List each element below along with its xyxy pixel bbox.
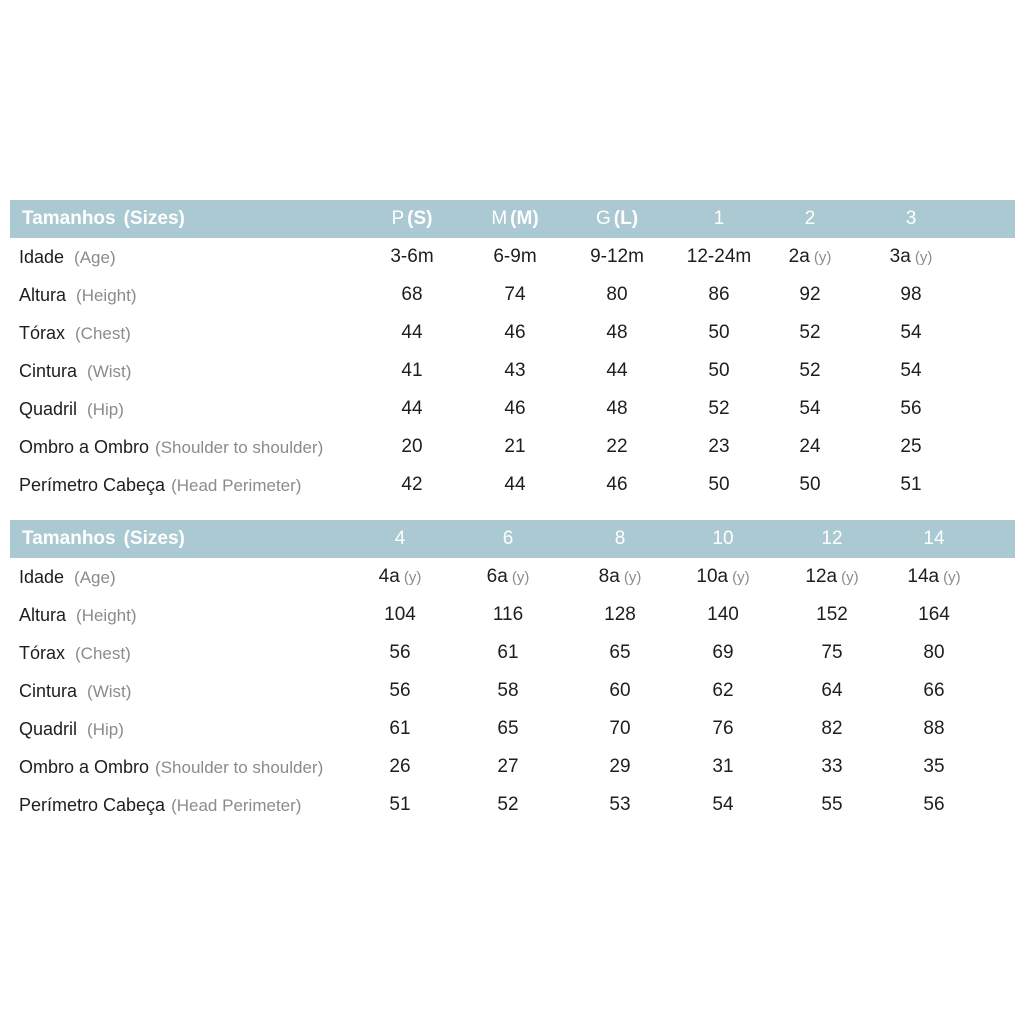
cell-value: 53 [609, 794, 631, 815]
row-label [19, 672, 131, 710]
row-label-en: (Age) [74, 568, 116, 587]
table-cell [493, 596, 523, 634]
table-cell [799, 314, 820, 352]
table-cell [389, 748, 410, 786]
row-label-pt: Ombro a Ombro [19, 437, 150, 457]
cell-unit: (y) [813, 249, 832, 266]
cell-value: 51 [389, 794, 411, 815]
cell-value: 50 [708, 474, 730, 495]
table-cell [900, 276, 921, 314]
table-cell [789, 238, 832, 276]
row-label [19, 276, 137, 314]
row-label-en: (Height) [76, 286, 137, 305]
table-cell [900, 466, 921, 504]
cell-value: 56 [389, 642, 411, 663]
cell-value: 46 [606, 474, 628, 495]
table-cell [696, 558, 749, 596]
title-en: (Sizes) [123, 208, 185, 229]
size-name: M [491, 208, 508, 229]
row-label [19, 634, 131, 672]
row-label [19, 786, 301, 824]
table-cell [821, 672, 842, 710]
cell-value: 65 [609, 642, 631, 663]
table-cell [923, 672, 944, 710]
table-row [10, 596, 1015, 634]
table-cell [497, 672, 518, 710]
row-label [19, 558, 116, 596]
row-label-en: (Chest) [75, 324, 131, 343]
cell-value: 58 [497, 680, 519, 701]
table-cell [821, 634, 842, 672]
cell-value: 44 [401, 398, 423, 419]
size-name: 10 [712, 528, 734, 549]
size-table [10, 520, 1015, 824]
table-cell [708, 466, 729, 504]
table-cell [379, 558, 422, 596]
cell-unit: (y) [511, 569, 530, 586]
cell-value: 104 [384, 604, 416, 625]
cell-value: 52 [708, 398, 730, 419]
cell-value: 29 [609, 756, 631, 777]
row-label-pt: Quadril [19, 719, 78, 739]
table-cell [821, 786, 842, 824]
size-name: 1 [713, 208, 725, 229]
row-label [19, 748, 323, 786]
row-label-pt: Idade [19, 247, 65, 267]
size-name: P [391, 208, 405, 229]
table-row [10, 672, 1015, 710]
row-label-pt: Tórax [19, 323, 66, 343]
cell-value: 14a [907, 566, 940, 587]
cell-value: 61 [497, 642, 519, 663]
cell-value: 70 [609, 718, 631, 739]
table-cell [606, 466, 627, 504]
cell-value: 6-9m [493, 246, 537, 267]
title-pt: Tamanhos [22, 208, 116, 229]
table-cell [606, 352, 627, 390]
cell-value: 42 [401, 474, 423, 495]
cell-value: 55 [821, 794, 843, 815]
table-cell [606, 390, 627, 428]
cell-value: 140 [707, 604, 739, 625]
table-cell [799, 466, 820, 504]
cell-value: 61 [389, 718, 411, 739]
size-alt: (L) [613, 208, 639, 229]
size-column-header [714, 200, 725, 238]
row-label-pt: Quadril [19, 399, 78, 419]
table-cell [900, 428, 921, 466]
cell-value: 76 [712, 718, 734, 739]
table-cell [401, 352, 422, 390]
row-label [19, 238, 116, 276]
cell-value: 9-12m [590, 246, 644, 267]
size-name: 2 [804, 208, 816, 229]
cell-unit: (y) [623, 569, 642, 586]
cell-value: 50 [708, 360, 730, 381]
size-name: 4 [394, 528, 406, 549]
table-cell [900, 352, 921, 390]
cell-value: 21 [504, 436, 526, 457]
cell-value: 54 [900, 322, 922, 343]
table-cell [821, 748, 842, 786]
table-cell [799, 428, 820, 466]
table-cell [609, 634, 630, 672]
row-label-en: (Hip) [87, 400, 124, 419]
table-cell [504, 466, 525, 504]
cell-value: 25 [900, 436, 922, 457]
row-label-en: (Wist) [87, 362, 132, 381]
table-cell [504, 428, 525, 466]
row-label-en: (Wist) [87, 682, 132, 701]
size-table [10, 200, 1015, 504]
cell-value: 54 [712, 794, 734, 815]
table-cell [712, 672, 733, 710]
size-column-header [615, 520, 626, 558]
cell-value: 164 [918, 604, 950, 625]
table-cell [609, 710, 630, 748]
cell-value: 3-6m [390, 246, 434, 267]
size-name: G [595, 208, 611, 229]
row-label [19, 428, 323, 466]
size-column-header [923, 520, 944, 558]
cell-unit: (y) [841, 569, 859, 586]
table-row [10, 314, 1015, 352]
cell-value: 80 [923, 642, 945, 663]
table-cell [606, 314, 627, 352]
table-cell [712, 786, 733, 824]
table-row [10, 634, 1015, 672]
table-cell [609, 672, 630, 710]
table-cell [599, 558, 642, 596]
table-cell [604, 596, 636, 634]
table-cell [708, 314, 729, 352]
cell-value: 22 [606, 436, 628, 457]
row-label [19, 352, 131, 390]
cell-value: 54 [900, 360, 922, 381]
cell-value: 52 [799, 322, 821, 343]
table-row [10, 558, 1015, 596]
size-column-header [805, 200, 816, 238]
table-cell [401, 428, 422, 466]
row-label-en: (Hip) [87, 720, 124, 739]
cell-value: 75 [821, 642, 843, 663]
table-cell [708, 276, 729, 314]
cell-value: 65 [497, 718, 519, 739]
table-cell [900, 390, 921, 428]
header-title [22, 200, 185, 238]
cell-value: 6a [486, 566, 508, 587]
cell-value: 20 [401, 436, 423, 457]
cell-value: 56 [900, 398, 922, 419]
table-cell [389, 634, 410, 672]
row-label-en: (Chest) [75, 644, 131, 663]
table-cell [708, 390, 729, 428]
cell-value: 26 [389, 756, 411, 777]
cell-value: 50 [708, 322, 730, 343]
cell-value: 92 [799, 284, 821, 305]
table-cell [497, 634, 518, 672]
table-cell [493, 238, 536, 276]
size-column-header [821, 520, 842, 558]
table-row [10, 710, 1015, 748]
row-label-en: (Age) [74, 248, 116, 267]
cell-value: 51 [900, 474, 922, 495]
title-pt: Tamanhos [22, 528, 116, 549]
size-column-header [596, 200, 638, 238]
cell-value: 31 [712, 756, 734, 777]
cell-value: 10a [696, 566, 729, 587]
row-label-en: (Head Perimeter) [171, 796, 302, 815]
size-column-header [906, 200, 917, 238]
table-cell [687, 238, 751, 276]
cell-value: 44 [504, 474, 526, 495]
table-cell [401, 314, 422, 352]
cell-value: 54 [799, 398, 821, 419]
cell-unit: (y) [943, 569, 961, 586]
table-cell [907, 558, 960, 596]
table-cell [923, 710, 944, 748]
header-bar [10, 520, 1015, 558]
size-name: 6 [502, 528, 514, 549]
cell-value: 64 [821, 680, 843, 701]
table-cell [923, 786, 944, 824]
cell-value: 52 [497, 794, 519, 815]
size-name: 8 [614, 528, 626, 549]
cell-value: 62 [712, 680, 734, 701]
table-cell [805, 558, 858, 596]
table-row [10, 466, 1015, 504]
table-cell [712, 710, 733, 748]
table-cell [712, 634, 733, 672]
cell-value: 86 [708, 284, 730, 305]
table-cell [900, 314, 921, 352]
cell-value: 66 [923, 680, 945, 701]
table-row [10, 276, 1015, 314]
cell-value: 50 [799, 474, 821, 495]
row-label-pt: Cintura [19, 361, 78, 381]
table-cell [923, 634, 944, 672]
cell-value: 98 [900, 284, 922, 305]
row-label-pt: Ombro a Ombro [19, 757, 150, 777]
cell-value: 46 [504, 322, 526, 343]
table-cell [497, 786, 518, 824]
cell-value: 12a [805, 566, 838, 587]
table-cell [487, 558, 530, 596]
table-cell [821, 710, 842, 748]
size-name: 3 [905, 208, 917, 229]
table-cell [799, 276, 820, 314]
row-label-en: (Head Perimeter) [171, 476, 302, 495]
cell-value: 23 [708, 436, 730, 457]
row-label-pt: Perímetro Cabeça [19, 475, 166, 495]
cell-unit: (y) [732, 569, 750, 586]
cell-unit: (y) [914, 249, 933, 266]
table-row [10, 238, 1015, 276]
title-en: (Sizes) [123, 528, 185, 549]
table-row [10, 390, 1015, 428]
cell-value: 88 [923, 718, 945, 739]
cell-value: 82 [821, 718, 843, 739]
cell-value: 128 [604, 604, 636, 625]
table-cell [606, 276, 627, 314]
table-cell [816, 596, 848, 634]
cell-value: 2a [788, 246, 810, 267]
row-label-pt: Altura [19, 285, 67, 305]
table-cell [401, 466, 422, 504]
row-label-pt: Altura [19, 605, 67, 625]
table-cell [504, 314, 525, 352]
table-cell [890, 238, 933, 276]
cell-value: 8a [598, 566, 620, 587]
table-cell [389, 786, 410, 824]
row-label-pt: Cintura [19, 681, 78, 701]
size-column-header [503, 520, 514, 558]
cell-value: 35 [923, 756, 945, 777]
cell-value: 3a [889, 246, 911, 267]
row-label [19, 390, 124, 428]
cell-value: 33 [821, 756, 843, 777]
cell-value: 48 [606, 322, 628, 343]
table-cell [497, 748, 518, 786]
size-column-header [391, 200, 432, 238]
row-label-pt: Idade [19, 567, 65, 587]
table-cell [799, 352, 820, 390]
size-name: 14 [923, 528, 945, 549]
cell-value: 43 [504, 360, 526, 381]
table-cell [389, 710, 410, 748]
size-column-header [712, 520, 733, 558]
table-cell [401, 276, 422, 314]
cell-value: 69 [712, 642, 734, 663]
row-label [19, 466, 301, 504]
table-cell [609, 748, 630, 786]
table-row [10, 352, 1015, 390]
table-cell [497, 710, 518, 748]
cell-value: 48 [606, 398, 628, 419]
table-cell [712, 748, 733, 786]
row-label-pt: Perímetro Cabeça [19, 795, 166, 815]
cell-value: 4a [378, 566, 400, 587]
cell-value: 56 [923, 794, 945, 815]
table-row [10, 786, 1015, 824]
table-cell [606, 428, 627, 466]
table-cell [504, 352, 525, 390]
table-cell [799, 390, 820, 428]
cell-value: 27 [497, 756, 519, 777]
cell-value: 80 [606, 284, 628, 305]
cell-value: 74 [504, 284, 526, 305]
cell-value: 60 [609, 680, 631, 701]
cell-value: 44 [606, 360, 628, 381]
table-cell [504, 276, 525, 314]
table-row [10, 748, 1015, 786]
size-column-header [491, 200, 538, 238]
cell-value: 116 [492, 604, 524, 625]
cell-value: 41 [401, 360, 423, 381]
table-cell [389, 672, 410, 710]
table-cell [390, 238, 433, 276]
cell-value: 24 [799, 436, 821, 457]
table-cell [708, 428, 729, 466]
cell-value: 52 [799, 360, 821, 381]
cell-value: 56 [389, 680, 411, 701]
cell-value: 152 [816, 604, 848, 625]
table-cell [590, 238, 644, 276]
row-label [19, 710, 124, 748]
table-cell [609, 786, 630, 824]
table-cell [923, 748, 944, 786]
row-label [19, 314, 131, 352]
row-label-pt: Tórax [19, 643, 66, 663]
row-label-en: (Height) [76, 606, 137, 625]
table-cell [918, 596, 950, 634]
size-alt: (M) [510, 208, 539, 229]
table-row [10, 428, 1015, 466]
cell-value: 46 [504, 398, 526, 419]
header-title [22, 520, 185, 558]
table-cell [504, 390, 525, 428]
table-cell [384, 596, 416, 634]
cell-value: 68 [401, 284, 423, 305]
cell-value: 44 [401, 322, 423, 343]
table-cell [708, 352, 729, 390]
size-column-header [395, 520, 406, 558]
table-cell [707, 596, 739, 634]
size-name: 12 [821, 528, 843, 549]
size-alt: (S) [407, 208, 433, 229]
header-bar [10, 200, 1015, 238]
row-label [19, 596, 137, 634]
cell-value: 12-24m [686, 246, 752, 267]
row-label-en: (Shoulder to shoulder) [155, 758, 324, 777]
cell-unit: (y) [403, 569, 422, 586]
row-label-en: (Shoulder to shoulder) [155, 438, 324, 457]
table-cell [401, 390, 422, 428]
